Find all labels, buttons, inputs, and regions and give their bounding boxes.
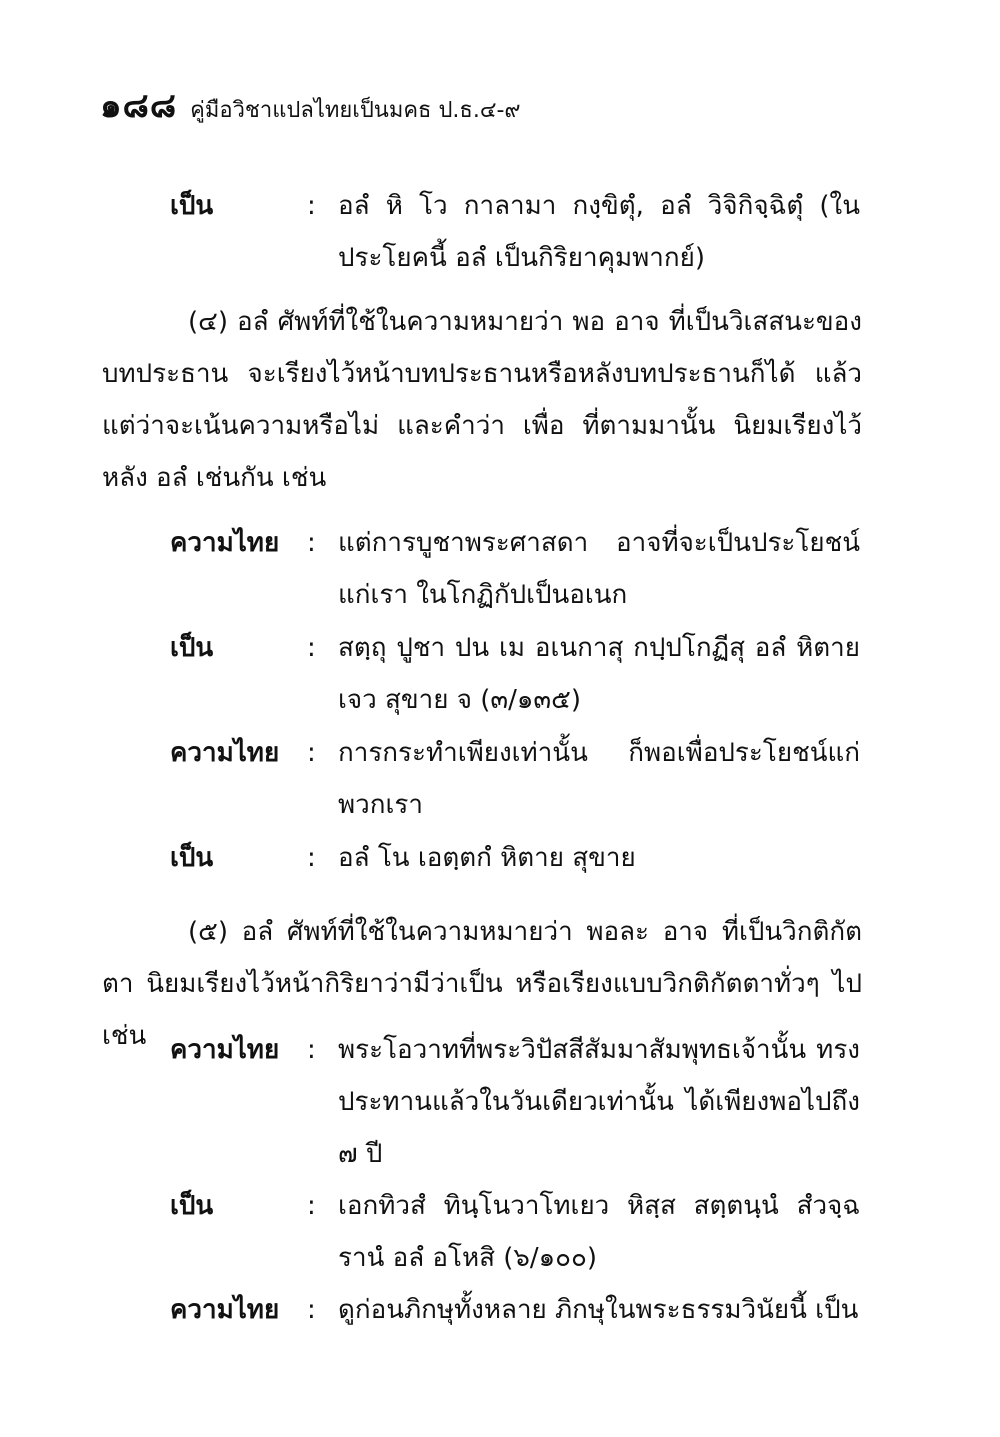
colon: :: [307, 528, 316, 558]
paragraph-text: (๔) อลํ ศัพท์ที่ใช้ในความหมายว่า พอ อาจ ที่เป็นวิเสสนะของบทประธาน จะเรียงไว้หน้าบทประธานหรือหลังบทประธานก็ได้ แล้วแต่ว่าจะเน้นความหรือไม่ และคำว่า เพื่อ ที่ตามมานั้น นิยมเรียงไว้หลัง อลํ เช่นกัน เช่น: [102, 307, 862, 493]
example-thai-2: [170, 727, 860, 831]
example-pali-1: [170, 180, 860, 284]
example-pali-3: [170, 832, 860, 884]
colon: :: [307, 843, 316, 873]
example-text: การกระทำเพียงเท่านั้น ก็พอเพื่อประโยชน์แก่พวกเรา: [338, 738, 860, 820]
example-label: เป็น: [170, 191, 214, 221]
example-text: เอกทิวสํ ทินฺโนวาโทเยว หิสฺส สตฺตนฺนํ สํวจฺฉรานํ อลํ อโหสิ (๖/๑๐๐): [338, 1191, 860, 1273]
example-thai-3: [170, 1024, 860, 1180]
colon: :: [307, 1035, 316, 1065]
example-text: แต่การบูชาพระศาสดา อาจที่จะเป็นประโยชน์แก่เรา ในโกฏิกัปเป็นอเนก: [338, 528, 860, 610]
example-label: เป็น: [170, 1191, 214, 1221]
example-label: ความไทย: [170, 1295, 280, 1325]
example-thai-4: [170, 1284, 860, 1336]
colon: :: [307, 633, 316, 663]
example-label: ความไทย: [170, 738, 280, 768]
colon: :: [307, 1191, 316, 1221]
running-title: คู่มือวิชาแปลไทยเป็นมคธ ป.ธ.๔-๙: [190, 98, 521, 123]
example-text: ดูก่อนภิกษุทั้งหลาย ภิกษุในพระธรรมวินัยนี้ เป็น: [338, 1295, 859, 1325]
example-label: เป็น: [170, 843, 214, 873]
example-label: เป็น: [170, 633, 214, 663]
example-text: อลํ โน เอตฺตกํ หิตาย สุขาย: [338, 843, 636, 873]
paragraph-4: [102, 296, 862, 504]
colon: :: [307, 191, 316, 221]
example-text: อลํ หิ โว กาลามา กงฺขิตุํ, อลํ วิจิกิจฺฉิตุํ (ในประโยคนี้ อลํ เป็นกิริยาคุมพากย์): [338, 191, 860, 273]
page-header: [100, 78, 521, 132]
example-text: สตฺถุ ปูชา ปน เม อเนกาสุ กปฺปโกฏีสุ อลํ หิตาย เจว สุขาย จ (๓/๑๓๕): [338, 633, 860, 715]
paragraph-text: (๕) อลํ ศัพท์ที่ใช้ในความหมายว่า พอละ อาจ ที่เป็นวิกติกัตตา นิยมเรียงไว้หน้ากิริยาว่ามีว่าเป็น หรือเรียงแบบวิกติกัตตาทั่วๆ ไป เช่น: [102, 917, 862, 1051]
example-label: ความไทย: [170, 1035, 280, 1065]
example-pali-2: [170, 622, 860, 726]
example-text: พระโอวาทที่พระวิปัสสีสัมมาสัมพุทธเจ้านั้น ทรงประทานแล้วในวันเดียวเท่านั้น ได้เพียงพอไปถึง ๗ ปี: [338, 1035, 860, 1169]
example-pali-4: [170, 1180, 860, 1284]
page-number: ๑๘๘: [100, 86, 178, 126]
colon: :: [307, 1295, 316, 1325]
colon: :: [307, 738, 316, 768]
example-thai-1: [170, 517, 860, 621]
example-label: ความไทย: [170, 528, 280, 558]
